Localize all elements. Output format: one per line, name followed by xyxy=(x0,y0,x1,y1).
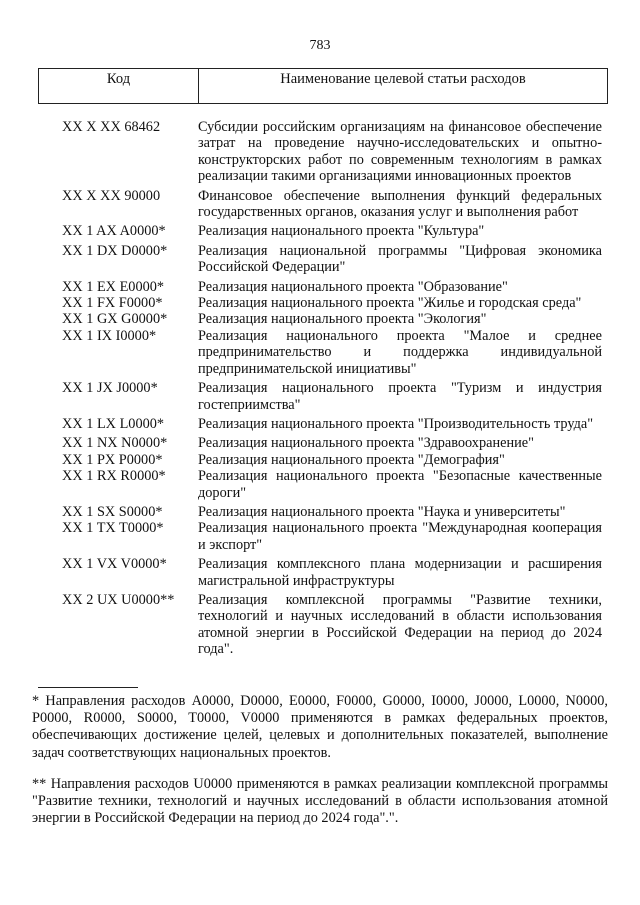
row-name: Реализация национального проекта "Культура" xyxy=(198,223,485,240)
row-code: XX 1 RX R0000* xyxy=(62,468,166,485)
table-row xyxy=(38,520,608,553)
row-code: XX X XX 68462 xyxy=(62,119,161,135)
row-name: Субсидии российским организациям на финансовое обеспечение затрат на проведение научно-исследовательских и опытно-конструкторских работ по современным технологиям в рамках реализации такими организациями инновационных проектов xyxy=(198,119,602,185)
column-header-name: Наименование целевой статьи расходов xyxy=(280,71,526,87)
page-number: 783 xyxy=(309,38,331,53)
row-name: Реализация национального проекта "Производительность труда" xyxy=(198,415,594,432)
row-code: XX 1 PX P0000* xyxy=(62,451,163,468)
row-code: XX 1 EX E0000* xyxy=(62,278,165,295)
row-name: Реализация национального проекта "Демография" xyxy=(198,451,505,468)
table-row xyxy=(38,504,608,520)
table-row xyxy=(38,380,608,413)
row-name: Реализация национального проекта "Здравоохранение" xyxy=(198,435,534,452)
row-name: Реализация национального проекта "Туризм и индустрия гостеприимства" xyxy=(198,380,602,413)
row-code: XX X XX 90000 xyxy=(62,187,161,204)
table-row xyxy=(38,452,608,468)
row-name: Реализация национальной программы "Цифровая экономика Российской Федерации" xyxy=(198,242,602,276)
row-name: Реализация национального проекта "Международная кооперация и экспорт" xyxy=(198,520,602,553)
table-row xyxy=(38,416,608,432)
row-name: Реализация комплексного плана модернизации и расширения магистральной инфраструктуры xyxy=(198,556,602,589)
row-code: XX 1 TX T0000* xyxy=(62,520,164,537)
row-code: XX 1 VX V0000* xyxy=(62,556,167,573)
row-name: Реализация комплексной программы "Развитие техники, технологий и научных исследований в области использования атомной энергии в Российской Федерации на период до 2024 года". xyxy=(198,591,602,658)
row-code: XX 1 LX L0000* xyxy=(62,415,165,432)
table-row xyxy=(38,468,608,501)
row-code: XX 1 AX A0000* xyxy=(62,223,166,240)
footnote-divider xyxy=(38,687,138,688)
table-body xyxy=(38,119,608,658)
row-code: XX 1 JX J0000* xyxy=(62,380,158,397)
row-name: Реализация национального проекта "Наука и университеты" xyxy=(198,503,566,520)
row-code: XX 1 DX D0000* xyxy=(62,242,168,259)
row-name: Реализация национального проекта "Экология" xyxy=(198,311,487,328)
row-code: XX 1 FX F0000* xyxy=(62,295,163,312)
row-name: Реализация национального проекта "Образование" xyxy=(198,278,508,295)
table-row xyxy=(38,243,608,276)
row-name: Реализация национального проекта "Безопасные качественные дороги" xyxy=(198,468,602,501)
table-row xyxy=(38,311,608,327)
table-row xyxy=(38,592,608,658)
table-row xyxy=(38,188,608,221)
table-row xyxy=(38,435,608,451)
row-code: XX 1 IX I0000* xyxy=(62,327,157,344)
table-row xyxy=(38,119,608,185)
row-name: Реализация национального проекта "Малое и среднее предпринимательство и поддержка индивидуальной предпринимательской инициативы" xyxy=(198,327,602,377)
footnotes xyxy=(32,693,608,841)
table-row xyxy=(38,279,608,295)
table-row xyxy=(38,223,608,239)
row-name: Финансовое обеспечение выполнения функций федеральных государственных органов, оказания услуг и выполнения работ xyxy=(198,187,602,221)
column-header-code: Код xyxy=(39,69,199,103)
row-code: XX 1 GX G0000* xyxy=(62,311,168,328)
table-header xyxy=(38,68,608,104)
row-code: XX 1 NX N0000* xyxy=(62,435,168,452)
table-row xyxy=(38,556,608,589)
footnote: ** Направления расходов U0000 применяются в рамках реализации комплексной программы "Развитие техники, технологий и научных исследований в области использования атомной энергии в Российской Федерации на период до 2024 года".". xyxy=(32,775,608,827)
row-name: Реализация национального проекта "Жилье и городская среда" xyxy=(198,295,582,312)
footnote: * Направления расходов A0000, D0000, E0000, F0000, G0000, I0000, J0000, L0000, N0000, P0000, R0000, S0000, T0000, V0000 применяются в рамках федеральных проектов, обеспечивающих достижение целей, целевых и дополнительных показателей, выполнение задач соответствующих национальных проектов. xyxy=(32,693,608,761)
table-row xyxy=(38,295,608,311)
row-code: XX 2 UX U0000** xyxy=(62,591,175,608)
row-code: XX 1 SX S0000* xyxy=(62,503,163,520)
table-row xyxy=(38,328,608,377)
